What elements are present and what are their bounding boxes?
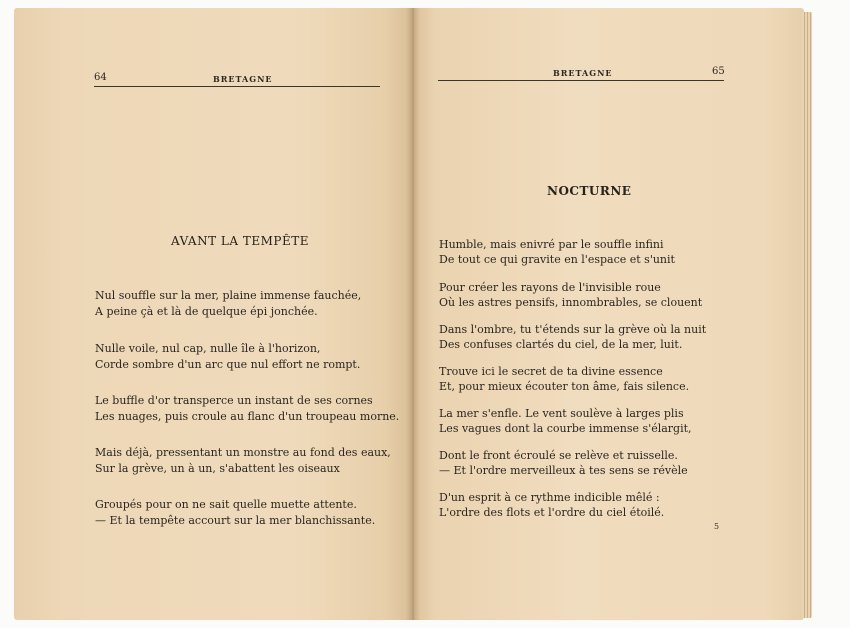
right-header-rule [438,80,724,81]
poem-line: Les vagues dont la courbe immense s'élargit, [439,422,692,435]
poem-line: Nul souffle sur la mer, plaine immense fauchée, [95,289,362,302]
left-running-head: BRETAGNE [213,74,273,84]
left-page-number: 64 [94,72,107,83]
poem-line: De tout ce qui gravite en l'espace et s'unit [439,253,675,266]
poem-line: A peine çà et là de quelque épi jonchée. [95,305,318,318]
poem-line: Mais déjà, pressentant un monstre au fond des eaux, [95,446,391,459]
page-edges [802,12,812,618]
poem-line: Humble, mais enivré par le souffle infini [439,238,664,251]
book-gutter [406,8,420,620]
right-page [412,8,804,620]
poem-line: Nulle voile, nul cap, nulle île à l'horizon, [95,342,321,355]
right-page-number: 65 [712,66,725,77]
poem-line: Dont le front écroulé se relève et ruisselle. [439,449,678,462]
poem-line: Dans l'ombre, tu t'étends sur la grève où la nuit [439,323,707,336]
left-header-rule [94,86,380,87]
poem-line: Et, pour mieux écouter ton âme, fais silence. [439,380,690,393]
poem-line: Le buffle d'or transperce un instant de ses cornes [95,394,373,407]
poem-line: Corde sombre d'un arc que nul effort ne rompt. [95,358,361,371]
left-poem-title: AVANT LA TEMPÊTE [171,234,310,248]
poem-line: — Et la tempête accourt sur la mer blanchissante. [95,514,376,527]
poem-line: D'un esprit à ce rythme indicible mêlé : [439,491,660,504]
poem-line: Pour créer les rayons de l'invisible roue [439,281,661,294]
poem-line: Trouve ici le secret de ta divine essence [439,365,663,378]
poem-line: Où les astres pensifs, innombrables, se clouent [439,296,703,309]
poem-line: Les nuages, puis croule au flanc d'un troupeau morne. [95,410,400,423]
poem-line: L'ordre des flots et l'ordre du ciel étoilé. [439,506,665,519]
poem-line: Groupés pour on ne sait quelle muette attente. [95,498,357,511]
poem-line: La mer s'enfle. Le vent soulève à larges plis [439,407,684,420]
left-page [14,8,412,620]
signature-mark: 5 [714,522,720,531]
poem-line: — Et l'ordre merveilleux à tes sens se révèle [439,464,688,477]
open-book [14,8,814,620]
poem-line: Des confuses clartés du ciel, de la mer, luit. [439,338,683,351]
right-poem-title: NOCTURNE [547,184,632,198]
poem-line: Sur la grève, un à un, s'abattent les oiseaux [95,462,340,475]
right-running-head: BRETAGNE [553,68,613,78]
